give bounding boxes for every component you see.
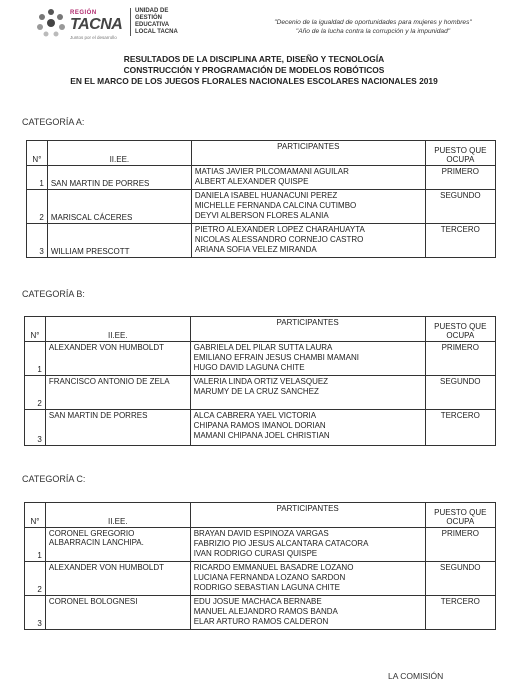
brand-tagline: Juntos por el desarrollo [70, 35, 117, 40]
document-title: RESULTADOS DE LA DISCIPLINA ARTE, DISEÑO Y TECNOLOGÍA CONSTRUCCIÓN Y PROGRAMACIÓN DE MODELOS ROBÓTICOS EN EL MARCO DE LOS JUEGOS FLORALES NACIONALES ESCOLARES NACIONALES 2019 [70, 54, 438, 86]
slogan-decade: "Decenio de la igualdad de oportunidades para mujeres y hombres" [274, 19, 472, 26]
table-row: 2 ALEXANDER VON HUMBOLDT RICARDO EMMANUEL BASADRE LOZANO LUCIANA FERNANDA LOZANO SARDON RODRIGO SEBASTIAN LAGUNA CHITE SEGUNDO [25, 562, 496, 596]
col-number: N° [25, 503, 46, 528]
col-place: PUESTO QUE OCUPA [425, 141, 495, 166]
col-place: PUESTO QUE OCUPA [425, 317, 495, 342]
slogans [248, 18, 498, 36]
col-number: N° [27, 141, 48, 166]
category-b-label: CATEGORÍA B: [22, 289, 85, 299]
col-number: N° [25, 317, 46, 342]
col-institution: II.EE. [45, 503, 190, 528]
table-row: 1 SAN MARTIN DE PORRES MATIAS JAVIER PILCOMAMANI AGUILAR ALBERT ALEXANDER QUISPE PRIMERO [27, 166, 496, 190]
category-a-table [26, 140, 496, 258]
table-row: 1 ALEXANDER VON HUMBOLDT GABRIELA DEL PILAR SUTTA LAURA EMILIANO EFRAIN JESUS CHAMBI MAMANI HUGO DAVID LAGUNA CHITE PRIMERO [25, 342, 496, 376]
region-logo [36, 6, 186, 44]
letterhead [36, 6, 496, 46]
table-header-row [25, 503, 496, 528]
category-c-table [24, 502, 496, 630]
table-row: 3 SAN MARTIN DE PORRES ALCA CABRERA YAEL VICTORIA CHIPANA RAMOS IMANOL DORIAN MAMANI CHIPANA JOEL CHRISTIAN TERCERO [25, 410, 496, 446]
table-row: 2 FRANCISCO ANTONIO DE ZELA VALERIA LINDA ORTIZ VELASQUEZ MARUMY DE LA CRUZ SANCHEZ SEGUNDO [25, 376, 496, 410]
slogan-year: "Año de la lucha contra la corrupción y la impunidad" [295, 28, 451, 35]
region-emblem-icon [36, 8, 66, 38]
region-label: REGIÓN [70, 10, 97, 16]
signature-committee: LA COMISIÓN [388, 671, 444, 681]
brand-name: TACNA [70, 16, 123, 33]
col-participants: PARTICIPANTES [190, 317, 425, 342]
table-row: 1 CORONEL GREGORIO ALBARRACIN LANCHIPA. BRAYAN DAVID ESPINOZA VARGAS FABRIZIO PIO JESUS ALCANTARA CATACORA IVAN RODRIGO CURASI QUISPE PRIMERO [25, 528, 496, 562]
category-c-label: CATEGORÍA C: [22, 474, 86, 484]
table-row: 2 MARISCAL CÁCERES DANIELA ISABEL HUANACUNI PEREZ MICHELLE FERNANDA CALCINA CUTIMBO DEYVI ALBERSON FLORES ALANIA SEGUNDO [27, 190, 496, 224]
col-participants: PARTICIPANTES [191, 141, 425, 166]
col-participants: PARTICIPANTES [190, 503, 425, 528]
table-header-row [25, 317, 496, 342]
col-place: PUESTO QUE OCUPA [425, 503, 495, 528]
col-institution: II.EE. [45, 317, 190, 342]
unit-name: UNIDAD DE GESTIÓN EDUCATIVA LOCAL TACNA [130, 8, 178, 36]
table-row: 3 CORONEL BOLOGNESI EDU JOSUE MACHACA BERNABE MANUEL ALEJANDRO RAMOS BANDA ELAR ARTURO RAMOS CALDERON TERCERO [25, 596, 496, 630]
category-b-table [24, 316, 496, 446]
table-header-row [27, 141, 496, 166]
table-row: 3 WILLIAM PRESCOTT PIETRO ALEXANDER LOPEZ CHARAHUAYTA NICOLAS ALESSANDRO CORNEJO CASTRO ARIANA SOFIA VELEZ MIRANDA TERCERO [27, 224, 496, 258]
category-a-label: CATEGORÍA A: [22, 117, 85, 127]
col-institution: II.EE. [47, 141, 191, 166]
